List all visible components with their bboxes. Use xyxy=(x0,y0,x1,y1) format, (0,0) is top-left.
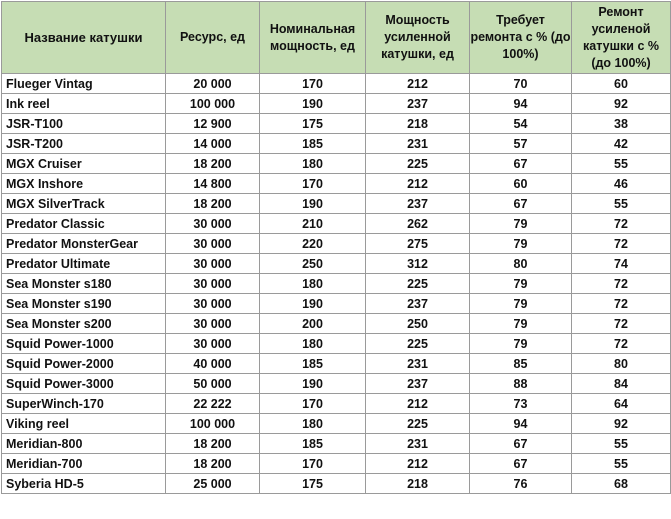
cell-boosted-repair: 74 xyxy=(572,254,671,274)
cell-reel-name: MGX SilverTrack xyxy=(2,194,166,214)
cell-resource: 30 000 xyxy=(166,294,260,314)
header-boosted-power: Мощность усиленной катушки, ед xyxy=(366,2,470,74)
cell-boosted-power: 212 xyxy=(366,394,470,414)
table-row xyxy=(2,354,671,374)
cell-nominal-power: 250 xyxy=(260,254,366,274)
cell-boosted-repair: 55 xyxy=(572,154,671,174)
cell-boosted-repair: 46 xyxy=(572,174,671,194)
cell-repair-threshold: 60 xyxy=(470,174,572,194)
cell-boosted-repair: 42 xyxy=(572,134,671,154)
cell-nominal-power: 170 xyxy=(260,174,366,194)
cell-repair-threshold: 57 xyxy=(470,134,572,154)
cell-boosted-repair: 84 xyxy=(572,374,671,394)
cell-boosted-repair: 80 xyxy=(572,354,671,374)
cell-nominal-power: 170 xyxy=(260,74,366,94)
table-row xyxy=(2,294,671,314)
cell-nominal-power: 180 xyxy=(260,334,366,354)
cell-repair-threshold: 79 xyxy=(470,274,572,294)
table-row xyxy=(2,214,671,234)
cell-boosted-repair: 72 xyxy=(572,234,671,254)
cell-resource: 14 000 xyxy=(166,134,260,154)
cell-boosted-repair: 72 xyxy=(572,314,671,334)
cell-boosted-power: 275 xyxy=(366,234,470,254)
cell-repair-threshold: 79 xyxy=(470,234,572,254)
cell-reel-name: MGX Cruiser xyxy=(2,154,166,174)
table-row xyxy=(2,74,671,94)
header-name: Название катушки xyxy=(2,2,166,74)
cell-repair-threshold: 54 xyxy=(470,114,572,134)
cell-resource: 30 000 xyxy=(166,234,260,254)
cell-nominal-power: 190 xyxy=(260,374,366,394)
reels-table xyxy=(1,1,671,494)
cell-nominal-power: 220 xyxy=(260,234,366,254)
header-nominal-power: Номинальная мощность, ед xyxy=(260,2,366,74)
cell-boosted-power: 237 xyxy=(366,194,470,214)
table-row xyxy=(2,334,671,354)
cell-boosted-power: 218 xyxy=(366,114,470,134)
cell-repair-threshold: 80 xyxy=(470,254,572,274)
cell-resource: 20 000 xyxy=(166,74,260,94)
cell-nominal-power: 175 xyxy=(260,114,366,134)
table-row xyxy=(2,434,671,454)
cell-reel-name: Ink reel xyxy=(2,94,166,114)
cell-boosted-power: 212 xyxy=(366,174,470,194)
header-boosted-repair: Ремонт усиленой катушки с % (до 100%) xyxy=(572,2,671,74)
cell-resource: 30 000 xyxy=(166,274,260,294)
cell-reel-name: Predator Ultimate xyxy=(2,254,166,274)
cell-boosted-repair: 55 xyxy=(572,194,671,214)
cell-repair-threshold: 76 xyxy=(470,474,572,494)
cell-nominal-power: 185 xyxy=(260,134,366,154)
cell-repair-threshold: 79 xyxy=(470,294,572,314)
cell-resource: 100 000 xyxy=(166,94,260,114)
cell-boosted-power: 225 xyxy=(366,154,470,174)
table-row xyxy=(2,234,671,254)
cell-repair-threshold: 88 xyxy=(470,374,572,394)
cell-boosted-repair: 38 xyxy=(572,114,671,134)
cell-nominal-power: 180 xyxy=(260,414,366,434)
cell-nominal-power: 175 xyxy=(260,474,366,494)
cell-boosted-power: 237 xyxy=(366,94,470,114)
table-row xyxy=(2,134,671,154)
table-row xyxy=(2,254,671,274)
header-repair-threshold: Требует ремонта с % (до 100%) xyxy=(470,2,572,74)
cell-boosted-power: 237 xyxy=(366,374,470,394)
cell-boosted-power: 237 xyxy=(366,294,470,314)
cell-boosted-repair: 92 xyxy=(572,94,671,114)
cell-repair-threshold: 67 xyxy=(470,154,572,174)
cell-reel-name: Squid Power-1000 xyxy=(2,334,166,354)
cell-boosted-power: 212 xyxy=(366,74,470,94)
cell-reel-name: Meridian-800 xyxy=(2,434,166,454)
table-row xyxy=(2,194,671,214)
cell-repair-threshold: 67 xyxy=(470,434,572,454)
cell-repair-threshold: 79 xyxy=(470,214,572,234)
cell-nominal-power: 185 xyxy=(260,354,366,374)
cell-nominal-power: 190 xyxy=(260,194,366,214)
table-row xyxy=(2,94,671,114)
cell-boosted-power: 231 xyxy=(366,434,470,454)
cell-boosted-power: 231 xyxy=(366,134,470,154)
cell-repair-threshold: 67 xyxy=(470,454,572,474)
cell-resource: 30 000 xyxy=(166,214,260,234)
cell-reel-name: JSR-T100 xyxy=(2,114,166,134)
cell-nominal-power: 180 xyxy=(260,154,366,174)
cell-reel-name: Meridian-700 xyxy=(2,454,166,474)
cell-resource: 12 900 xyxy=(166,114,260,134)
cell-nominal-power: 170 xyxy=(260,394,366,414)
cell-repair-threshold: 70 xyxy=(470,74,572,94)
cell-reel-name: Squid Power-2000 xyxy=(2,354,166,374)
cell-reel-name: MGX Inshore xyxy=(2,174,166,194)
table-row xyxy=(2,274,671,294)
table-row xyxy=(2,154,671,174)
table-row xyxy=(2,454,671,474)
cell-resource: 18 200 xyxy=(166,454,260,474)
cell-resource: 30 000 xyxy=(166,334,260,354)
cell-resource: 18 200 xyxy=(166,194,260,214)
cell-repair-threshold: 94 xyxy=(470,94,572,114)
cell-resource: 30 000 xyxy=(166,314,260,334)
cell-boosted-repair: 64 xyxy=(572,394,671,414)
cell-boosted-repair: 72 xyxy=(572,294,671,314)
cell-repair-threshold: 79 xyxy=(470,334,572,354)
cell-boosted-power: 218 xyxy=(366,474,470,494)
cell-resource: 18 200 xyxy=(166,154,260,174)
cell-resource: 14 800 xyxy=(166,174,260,194)
cell-reel-name: Sea Monster s180 xyxy=(2,274,166,294)
table-row xyxy=(2,414,671,434)
cell-reel-name: SuperWinch-170 xyxy=(2,394,166,414)
cell-boosted-power: 212 xyxy=(366,454,470,474)
cell-nominal-power: 180 xyxy=(260,274,366,294)
cell-boosted-power: 312 xyxy=(366,254,470,274)
cell-boosted-repair: 72 xyxy=(572,334,671,354)
cell-boosted-repair: 55 xyxy=(572,434,671,454)
cell-boosted-repair: 55 xyxy=(572,454,671,474)
table-row xyxy=(2,174,671,194)
cell-boosted-power: 231 xyxy=(366,354,470,374)
cell-reel-name: Predator MonsterGear xyxy=(2,234,166,254)
cell-boosted-repair: 92 xyxy=(572,414,671,434)
cell-boosted-repair: 72 xyxy=(572,214,671,234)
cell-reel-name: Syberia HD-5 xyxy=(2,474,166,494)
cell-repair-threshold: 94 xyxy=(470,414,572,434)
table-header xyxy=(2,2,671,74)
cell-repair-threshold: 73 xyxy=(470,394,572,414)
cell-boosted-power: 262 xyxy=(366,214,470,234)
cell-resource: 18 200 xyxy=(166,434,260,454)
table-body xyxy=(2,74,671,494)
cell-nominal-power: 190 xyxy=(260,94,366,114)
cell-boosted-power: 225 xyxy=(366,274,470,294)
cell-nominal-power: 170 xyxy=(260,454,366,474)
cell-reel-name: Sea Monster s200 xyxy=(2,314,166,334)
cell-boosted-repair: 72 xyxy=(572,274,671,294)
cell-reel-name: JSR-T200 xyxy=(2,134,166,154)
header-row xyxy=(2,2,671,74)
cell-reel-name: Sea Monster s190 xyxy=(2,294,166,314)
table-row xyxy=(2,374,671,394)
cell-repair-threshold: 85 xyxy=(470,354,572,374)
cell-nominal-power: 210 xyxy=(260,214,366,234)
cell-repair-threshold: 79 xyxy=(470,314,572,334)
cell-resource: 100 000 xyxy=(166,414,260,434)
cell-boosted-power: 225 xyxy=(366,334,470,354)
table-row xyxy=(2,474,671,494)
table-row xyxy=(2,394,671,414)
cell-reel-name: Predator Classic xyxy=(2,214,166,234)
cell-reel-name: Flueger Vintag xyxy=(2,74,166,94)
cell-boosted-power: 225 xyxy=(366,414,470,434)
cell-resource: 50 000 xyxy=(166,374,260,394)
cell-boosted-power: 250 xyxy=(366,314,470,334)
cell-reel-name: Squid Power-3000 xyxy=(2,374,166,394)
cell-nominal-power: 185 xyxy=(260,434,366,454)
cell-resource: 22 222 xyxy=(166,394,260,414)
cell-boosted-repair: 60 xyxy=(572,74,671,94)
cell-resource: 30 000 xyxy=(166,254,260,274)
cell-nominal-power: 200 xyxy=(260,314,366,334)
table-row xyxy=(2,114,671,134)
cell-repair-threshold: 67 xyxy=(470,194,572,214)
cell-resource: 40 000 xyxy=(166,354,260,374)
cell-reel-name: Viking reel xyxy=(2,414,166,434)
cell-resource: 25 000 xyxy=(166,474,260,494)
cell-nominal-power: 190 xyxy=(260,294,366,314)
cell-boosted-repair: 68 xyxy=(572,474,671,494)
table-row xyxy=(2,314,671,334)
header-resource: Ресурс, ед xyxy=(166,2,260,74)
